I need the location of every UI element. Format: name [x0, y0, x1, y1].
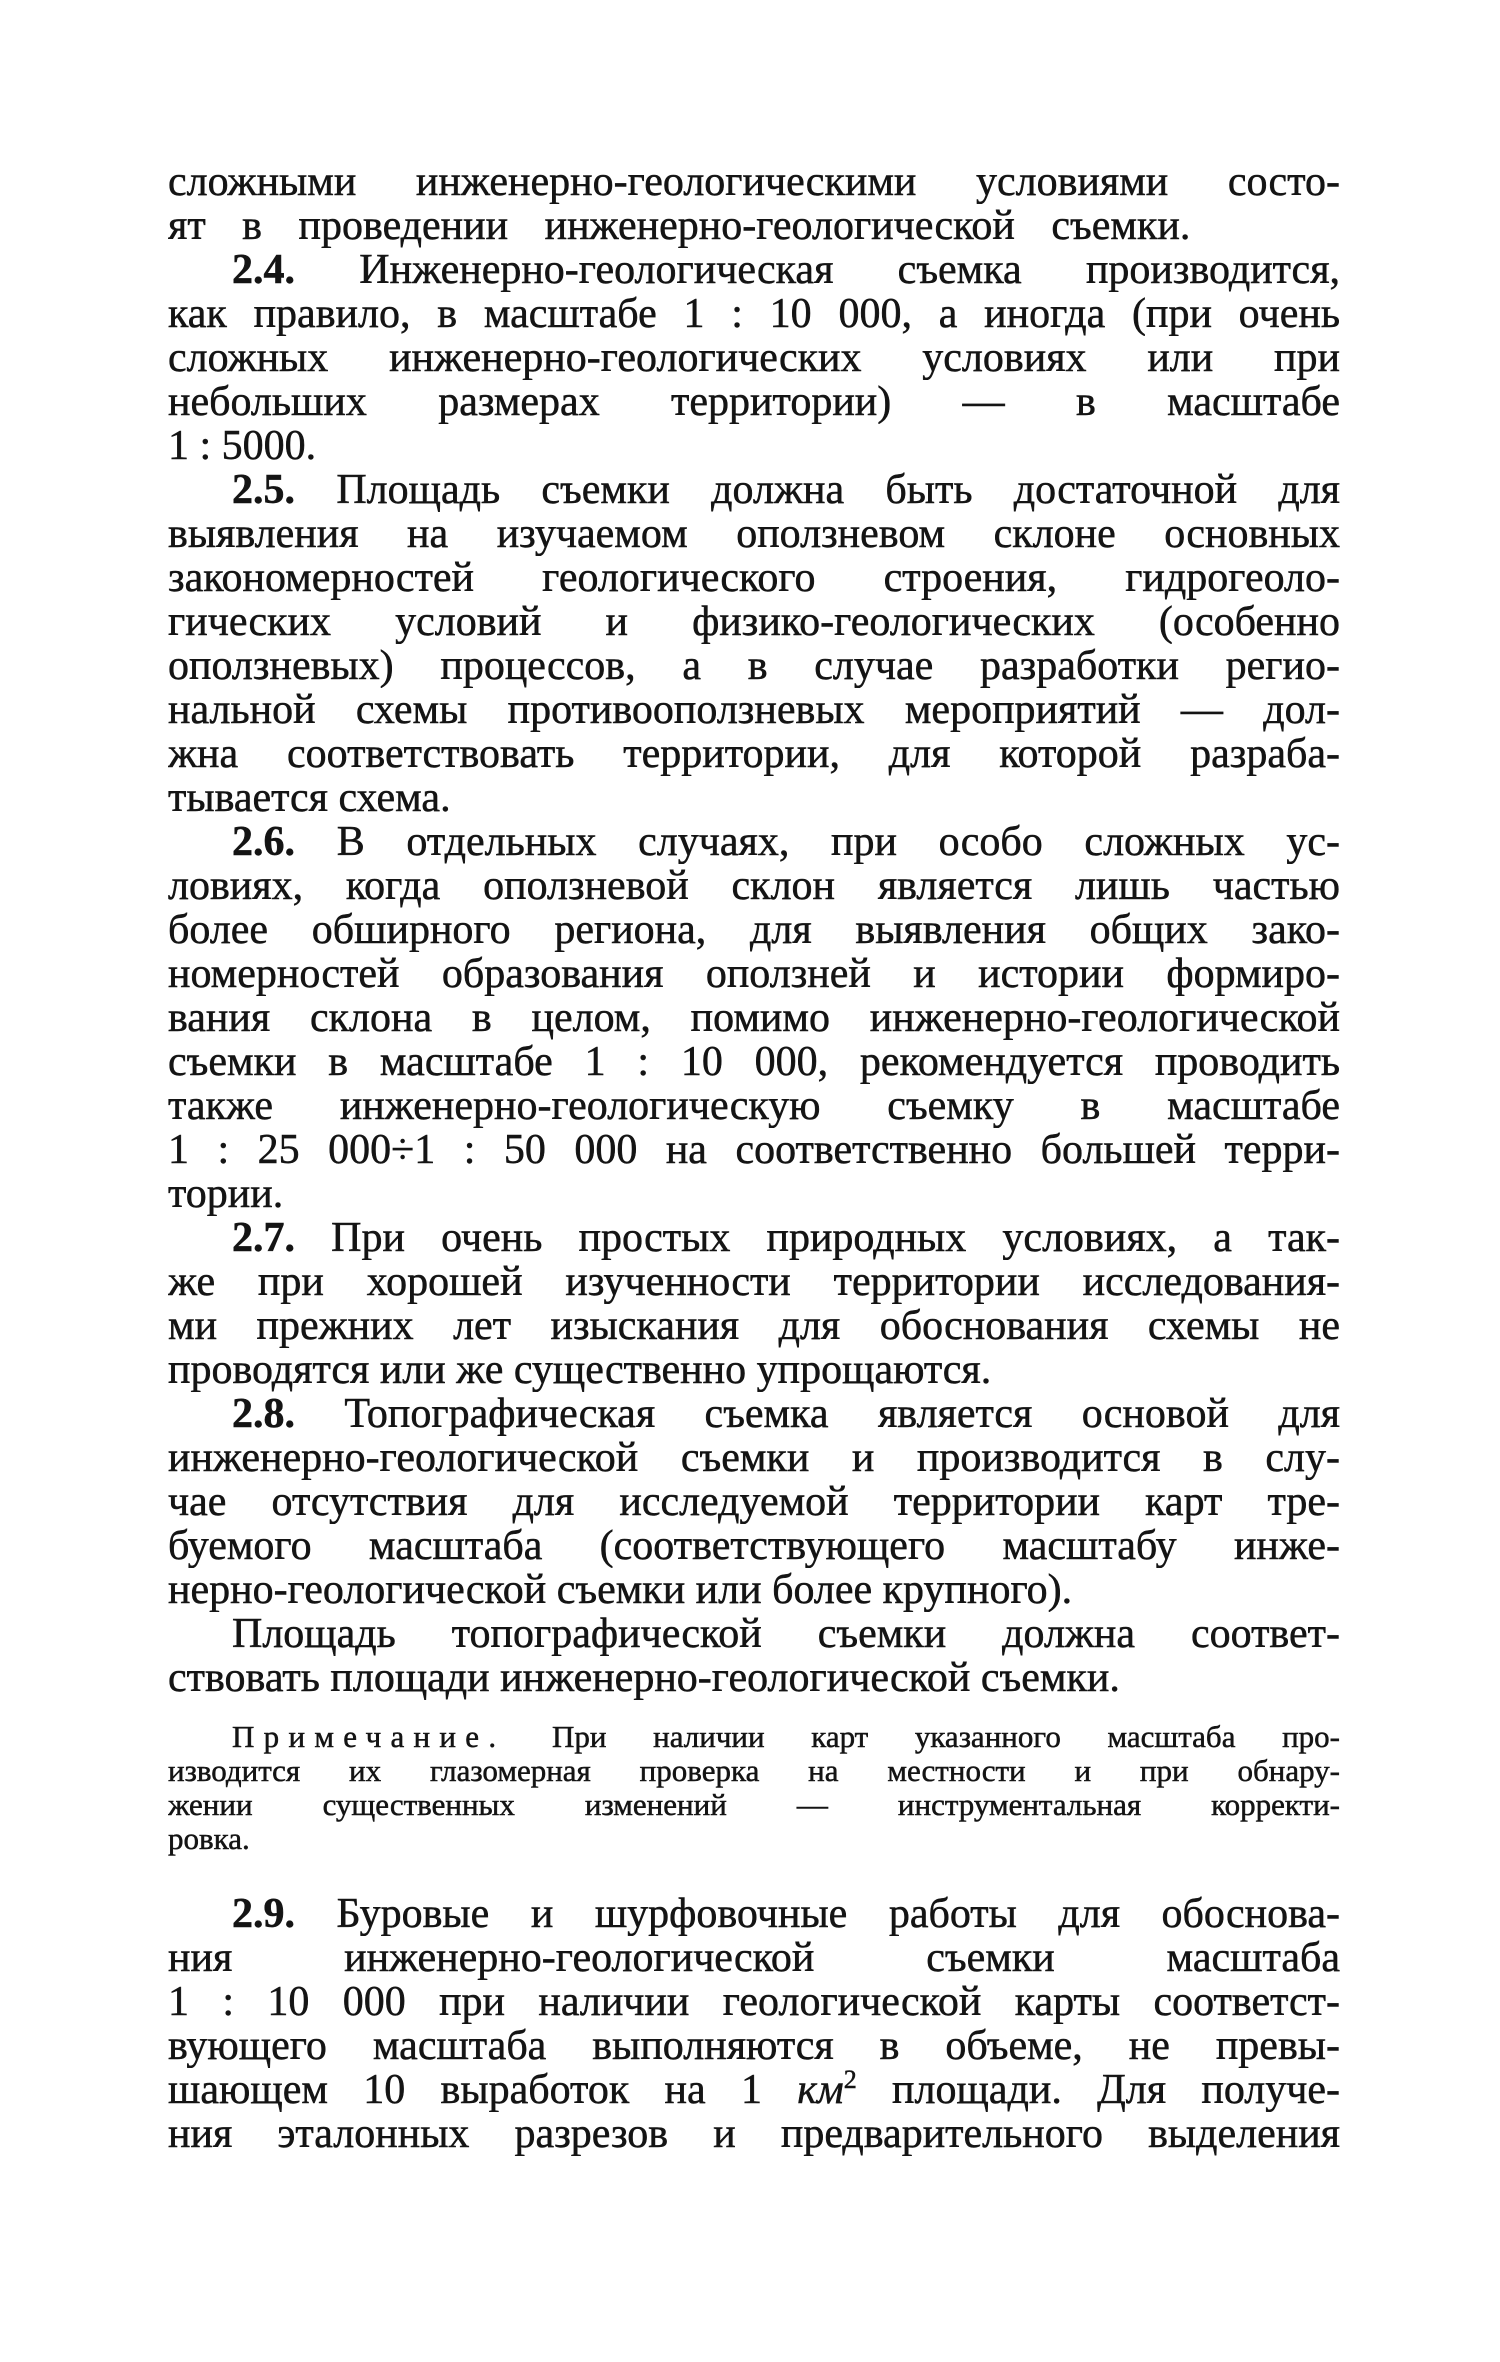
- text-segment: инженерно-геологической съемки и производится в слу-: [168, 1436, 1340, 1480]
- text-segment: Инженерно-геологическая съемка производится,: [359, 248, 1340, 292]
- text-line-29: [168, 1392, 1340, 1436]
- text-segment: ловиях, когда оползневой склон является лишь частью: [168, 864, 1340, 908]
- text-line-18: [168, 908, 1340, 952]
- text-segment: 1 : 25 000÷1 : 50 000 на соответственно большей терри-: [168, 1128, 1340, 1172]
- text-segment: км: [797, 2068, 844, 2112]
- text-line-43: [168, 2024, 1340, 2068]
- text-segment: ровка.: [168, 1822, 250, 1856]
- text-line-2: [168, 204, 1340, 248]
- text-segment: гических условий и физико-геологических (особенно: [168, 600, 1340, 644]
- text-line-23: [168, 1128, 1340, 1172]
- text-line-7: [168, 424, 1340, 468]
- text-segment: сложными инженерно-геологическими условиями состо-: [168, 160, 1340, 204]
- text-segment: сложных инженерно-геологических условиях или при: [168, 336, 1340, 380]
- text-line-32: [168, 1524, 1340, 1568]
- text-segment: 2.4.: [232, 248, 360, 292]
- text-segment: тории.: [168, 1172, 284, 1216]
- text-line-1: [168, 160, 1340, 204]
- text-segment: Площадь топографической съемки должна соответ-: [232, 1612, 1340, 1656]
- text-segment: вания склона в целом, помимо инженерно-геологической: [168, 996, 1340, 1040]
- text-segment: 2.6.: [232, 820, 337, 864]
- text-line-27: [168, 1304, 1340, 1348]
- text-segment: номерностей образования оползней и истории формиро-: [168, 952, 1340, 996]
- text-segment: проводятся или же существенно упрощаются.: [168, 1348, 992, 1392]
- text-line-15: [168, 776, 1340, 820]
- text-segment: нальной схемы противооползневых мероприятий — дол-: [168, 688, 1340, 732]
- text-segment: При очень простых природных условиях, а так-: [331, 1216, 1340, 1260]
- text-line-10: [168, 556, 1340, 600]
- text-line-26: [168, 1260, 1340, 1304]
- text-segment: Площадь съемки должна быть достаточной для: [336, 468, 1340, 512]
- text-segment: жении существенных изменений — инструментальная корректи-: [168, 1788, 1340, 1822]
- text-line-22: [168, 1084, 1340, 1128]
- text-line-9: [168, 512, 1340, 556]
- text-line-24: [168, 1172, 1340, 1216]
- text-line-44: [168, 2068, 1340, 2112]
- text-line-34: [168, 1612, 1340, 1656]
- text-segment: Буровые и шурфовочные работы для обоснова-: [336, 1892, 1340, 1936]
- text-segment: площади. Для получе-: [856, 2068, 1340, 2112]
- text-segment: вующего масштаба выполняются в объеме, не превы-: [168, 2024, 1340, 2068]
- text-segment: ми прежних лет изыскания для обоснования схемы не: [168, 1304, 1340, 1348]
- scanned-page: [168, 0, 1340, 2156]
- text-segment: 2: [843, 2068, 857, 2094]
- text-segment: выявления на изучаемом оползневом склоне основных: [168, 512, 1340, 556]
- text-segment: 1 : 5000.: [168, 424, 317, 468]
- text-segment: Примечание.: [232, 1720, 506, 1754]
- text-line-16: [168, 820, 1340, 864]
- text-line-11: [168, 600, 1340, 644]
- text-line-30: [168, 1436, 1340, 1480]
- text-line-17: [168, 864, 1340, 908]
- text-segment: В отдельных случаях, при особо сложных ус-: [336, 820, 1340, 864]
- text-line-33: [168, 1568, 1340, 1612]
- text-segment: ния инженерно-геологической съемки масштаба: [168, 1936, 1340, 1980]
- text-segment: съемки в масштабе 1 : 10 000, рекомендуется проводить: [168, 1040, 1340, 1084]
- text-segment: шающем 10 выработок на 1: [168, 2068, 798, 2112]
- text-segment: ствовать площади инженерно-геологической съемки.: [168, 1656, 1120, 1700]
- text-line-4: [168, 292, 1340, 336]
- text-line-14: [168, 732, 1340, 776]
- text-line-20: [168, 996, 1340, 1040]
- text-line-45: [168, 2112, 1340, 2156]
- text-segment: тывается схема.: [168, 776, 451, 820]
- text-segment: чае отсутствия для исследуемой территории карт тре-: [168, 1480, 1340, 1524]
- text-segment: Топографическая съемка является основой для: [344, 1392, 1340, 1436]
- text-segment: закономерностей геологического строения, гидрогеоло-: [168, 556, 1340, 600]
- text-line-28: [168, 1348, 1340, 1392]
- text-line-40: [168, 1892, 1340, 1936]
- text-segment: При наличии карт указанного масштаба про-: [505, 1720, 1340, 1754]
- text-line-12: [168, 644, 1340, 688]
- text-segment: 2.5.: [232, 468, 337, 512]
- text-segment: также инженерно-геологическую съемку в масштабе: [168, 1084, 1340, 1128]
- text-segment: 1 : 10 000 при наличии геологической карты соответст-: [168, 1980, 1340, 2024]
- text-line-35: [168, 1656, 1340, 1700]
- text-segment: 2.7.: [232, 1216, 332, 1260]
- text-segment: жна соответствовать территории, для которой разраба-: [168, 732, 1340, 776]
- text-segment: ят в проведении инженерно-геологической съемки.: [168, 204, 1191, 248]
- text-line-42: [168, 1980, 1340, 2024]
- text-line-31: [168, 1480, 1340, 1524]
- text-line-6: [168, 380, 1340, 424]
- text-line-37: [168, 1754, 1340, 1788]
- text-segment: ния эталонных разрезов и предварительного выделения: [168, 2112, 1340, 2156]
- text-segment: более обширного региона, для выявления общих зако-: [168, 908, 1340, 952]
- text-line-25: [168, 1216, 1340, 1260]
- text-segment: изводится их глазомерная проверка на местности и при обнару-: [168, 1754, 1340, 1788]
- text-segment: нерно-геологической съемки или более крупного).: [168, 1568, 1073, 1612]
- text-segment: как правило, в масштабе 1 : 10 000, а иногда (при очень: [168, 292, 1340, 336]
- text-line-5: [168, 336, 1340, 380]
- text-line-13: [168, 688, 1340, 732]
- text-segment: буемого масштаба (соответствующего масштабу инже-: [168, 1524, 1340, 1568]
- text-line-21: [168, 1040, 1340, 1084]
- text-line-19: [168, 952, 1340, 996]
- text-segment: оползневых) процессов, а в случае разработки регио-: [168, 644, 1340, 688]
- page-text: [168, 160, 1340, 2156]
- text-segment: же при хорошей изученности территории исследования-: [168, 1260, 1340, 1304]
- text-line-41: [168, 1936, 1340, 1980]
- text-segment: 2.9.: [232, 1892, 337, 1936]
- text-line-8: [168, 468, 1340, 512]
- text-line-38: [168, 1788, 1340, 1822]
- text-line-39: [168, 1822, 1340, 1856]
- text-line-3: [168, 248, 1340, 292]
- text-line-36: [168, 1720, 1340, 1754]
- text-segment: 2.8.: [232, 1392, 345, 1436]
- text-segment: небольших размерах территории) — в масштабе: [168, 380, 1340, 424]
